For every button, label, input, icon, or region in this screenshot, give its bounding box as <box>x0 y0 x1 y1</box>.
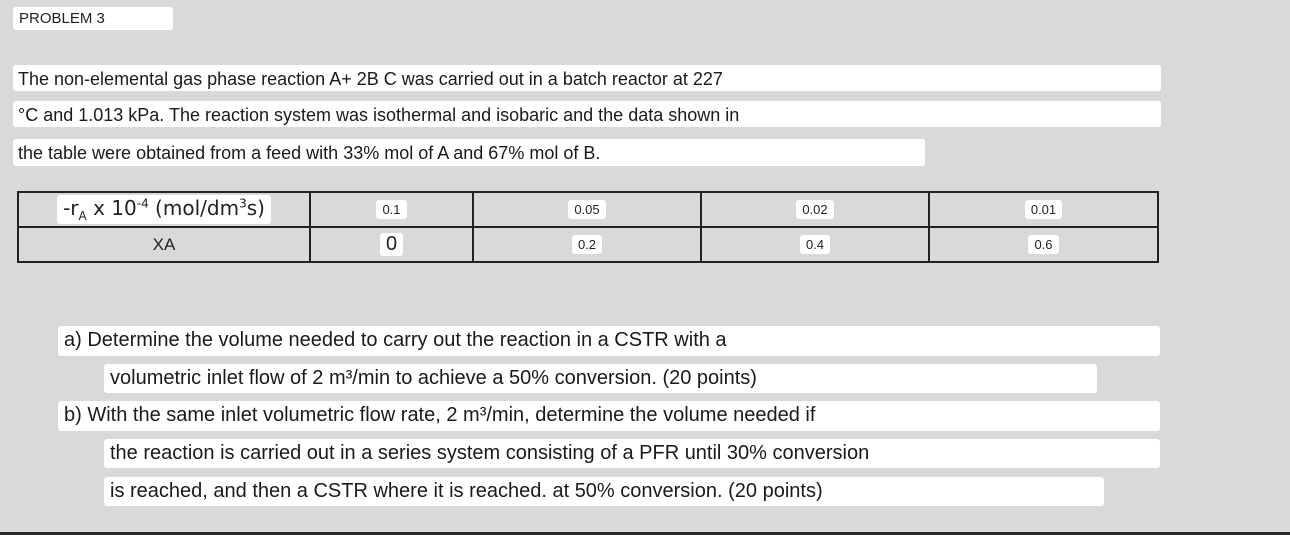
intro-line-1: The non-elemental gas phase reaction A+ 2B C was carried out in a batch reactor at 227 <box>13 65 1161 91</box>
intro-line-2: °C and 1.013 kPa. The reaction system was isothermal and isobaric and the data shown in <box>13 101 1161 127</box>
question-b-line-3: is reached, and then a CSTR where it is reached. at 50% conversion. (20 points) <box>104 477 1104 506</box>
conversion-label: XA <box>152 234 176 254</box>
question-a-line-1: a) Determine the volume needed to carry out the reaction in a CSTR with a <box>58 326 1160 356</box>
rate-value: 0.02 <box>796 200 833 219</box>
conversion-value: 0.6 <box>1028 235 1058 254</box>
rate-cell <box>929 192 1158 227</box>
rate-label: $-r_A$ x $10^{-4}$ $(mol/dm^3s)$ <box>57 195 271 224</box>
conversion-cell <box>473 227 701 262</box>
conversion-cell <box>929 227 1158 262</box>
conversion-value: 0.4 <box>800 235 830 254</box>
question-a-line-2: volumetric inlet flow of 2 m³/min to achieve a 50% conversion. (20 points) <box>104 364 1097 393</box>
rate-cell <box>473 192 701 227</box>
rate-header-cell <box>18 192 310 227</box>
problem-title: PROBLEM 3 <box>13 7 173 30</box>
conversion-cell <box>701 227 929 262</box>
conversion-row <box>18 227 1158 262</box>
conversion-cell <box>310 227 473 262</box>
rate-conversion-table <box>17 191 1159 263</box>
rate-value: 0.05 <box>568 200 605 219</box>
conversion-value: 0.2 <box>572 235 602 254</box>
rate-cell <box>310 192 473 227</box>
rate-value: 0.01 <box>1025 200 1062 219</box>
conversion-value: 0 <box>380 233 403 256</box>
intro-line-3: the table were obtained from a feed with 33% mol of A and 67% mol of B. <box>13 139 925 166</box>
rate-value: 0.1 <box>376 200 406 219</box>
rate-row <box>18 192 1158 227</box>
question-b-line-1: b) With the same inlet volumetric flow rate, 2 m³/min, determine the volume needed if <box>58 401 1160 431</box>
rate-cell <box>701 192 929 227</box>
conversion-header-cell <box>18 227 310 262</box>
question-b-line-2: the reaction is carried out in a series system consisting of a PFR until 30% conversion <box>104 439 1160 468</box>
